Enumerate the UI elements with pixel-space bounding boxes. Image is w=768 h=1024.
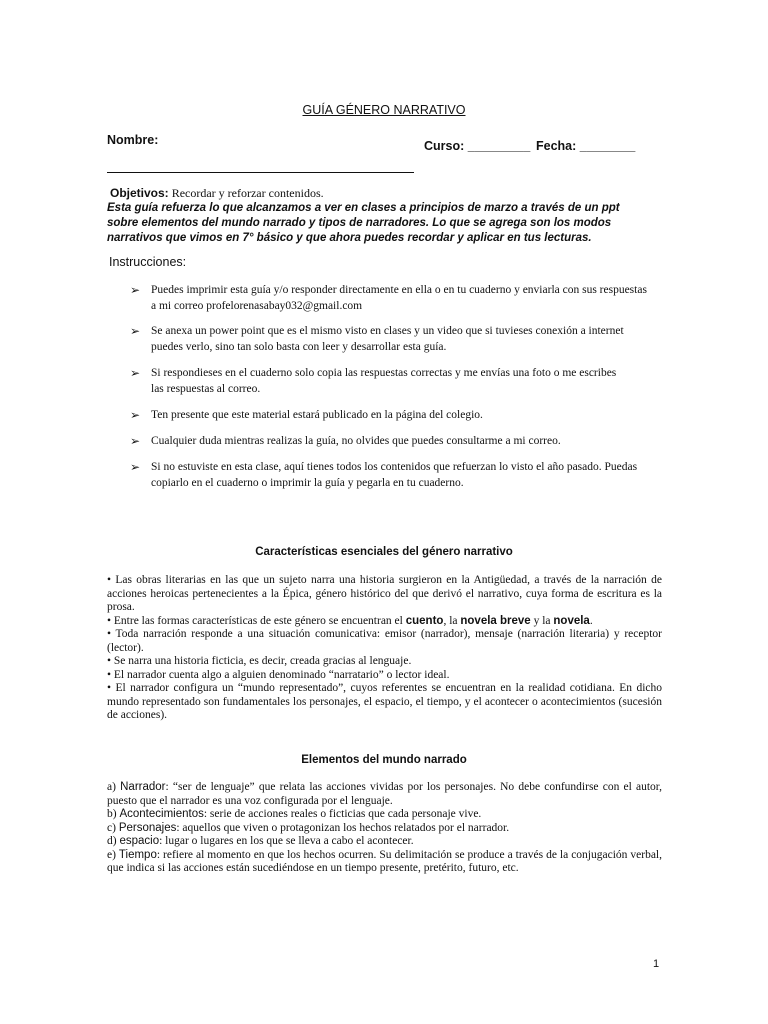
name-underline bbox=[107, 172, 414, 173]
paragraph: • Se narra una historia ficticia, es decir, creada gracias al lenguaje. bbox=[107, 655, 412, 667]
list-item: ➢ Cualquier duda mientras realizas la guía, no olvides que puedes consultarme a mi correo. bbox=[130, 434, 561, 448]
arrowhead-bullet-icon: ➢ bbox=[130, 460, 141, 474]
nombre-label: Nombre: bbox=[107, 133, 159, 147]
curso-field: Curso: _________ bbox=[424, 139, 531, 153]
arrowhead-bullet-icon: ➢ bbox=[130, 324, 141, 338]
fecha-field: Fecha: ________ bbox=[536, 139, 636, 153]
list-item: ➢ Si respondieses en el cuaderno solo copia las respuestas correctas y me envías una foto o me escribes las respuestas al correo. bbox=[130, 366, 617, 395]
list-item: a) Narrador: “ser de lenguaje” que relata las acciones vividas por los personajes. No debe confundirse con el autor, puesto que el narrador es una voz configurada por el lenguaje. bbox=[107, 781, 663, 807]
list-item: b) Acontecimientos: serie de acciones reales o ficticias que cada personaje vive. bbox=[107, 808, 482, 820]
paragraph: • El narrador configura un “mundo representado”, cuyos referentes se encuentran en la realidad cotidiana. En dicho mundo representado son fundamentales los personajes, el espacio, el tiempo, y el acontecer o acontecimientos (sucesión de acciones). bbox=[107, 682, 662, 721]
paragraph: • Entre las formas características de este género se encuentran el cuento, la novela breve y la novela. bbox=[107, 614, 593, 627]
paragraph: • Las obras literarias en las que un sujeto narra una historia surgieron en la Antigüedad, a través de la narración de acciones heroicas pertenecientes a la Épica, género histórico del que derivó el narrativo, cuya forma de escritura es la prosa. bbox=[107, 574, 662, 613]
instructions-heading bbox=[109, 255, 186, 269]
arrowhead-bullet-icon: ➢ bbox=[130, 366, 141, 380]
objectives-body: Esta guía refuerza lo que alcanzamos a ver en clases a principios de marzo a través de un ppt sobre elementos del mundo narrado y tipos de narradores. Lo que se agrega son los modos narrativos que vimos en 7° básico y que ahora puedes recordar y aplicar en tus lecturas. bbox=[107, 202, 620, 244]
elements-title: Elementos del mundo narrado bbox=[301, 754, 467, 766]
characteristics-body bbox=[107, 574, 662, 723]
page-number: 1 bbox=[653, 958, 660, 970]
list-item: ➢ Puedes imprimir esta guía y/o responder directamente en ella o en tu cuaderno y enviarla con sus respuestas a mi correo profelorenasabay032@gmail.com bbox=[130, 283, 647, 312]
instructions-list bbox=[130, 282, 650, 491]
objectives-text: Recordar y reforzar contenidos. bbox=[168, 186, 324, 200]
characteristics-title: Características esenciales del género narrativo bbox=[255, 546, 513, 558]
arrowhead-bullet-icon: ➢ bbox=[130, 434, 141, 448]
elements-body bbox=[107, 781, 662, 876]
list-item: ➢ Si no estuviste en esta clase, aquí tienes todos los contenidos que refuerzan lo visto el año pasado. Puedas copiarlo en el cuaderno o imprimir la guía y pegarla en tu cuaderno. bbox=[130, 460, 638, 489]
arrowhead-bullet-icon: ➢ bbox=[130, 283, 141, 297]
arrowhead-bullet-icon: ➢ bbox=[130, 408, 141, 422]
paragraph: • Toda narración responde a una situación comunicativa: emisor (narrador), mensaje (narración literaria) y receptor (lector). bbox=[107, 628, 662, 654]
instructions-label: Instrucciones bbox=[109, 255, 183, 269]
list-item: c) Personajes: aquellos que viven o protagonizan los hechos relatados por el narrador. bbox=[107, 821, 510, 834]
list-item: d) espacio: lugar o lugares en los que se lleva a cabo el acontecer. bbox=[107, 835, 414, 847]
list-item: ➢ Se anexa un power point que es el mismo visto en clases y un video que si tuvieses conexión a internet puedes verlo, sino tan solo basta con leer y desarrollar esta guía. bbox=[130, 324, 624, 353]
instructions-colon: : bbox=[182, 255, 187, 269]
list-item: e) Tiempo: refiere al momento en que los hechos ocurren. Su delimitación se produce a través de la conjugación verbal, que indica si las acciones están sucediéndose en un tiempo presente, pretérito, futuro, etc. bbox=[107, 848, 662, 874]
document-title: GUÍA GÉNERO NARRATIVO bbox=[302, 103, 466, 117]
objectives-block bbox=[107, 186, 647, 246]
list-item: ➢ Ten presente que este material estará publicado en la página del colegio. bbox=[130, 408, 483, 422]
objectives-label: Objetivos: bbox=[110, 186, 169, 200]
paragraph: • El narrador cuenta algo a alguien denominado “narratario” o lector ideal. bbox=[107, 668, 450, 681]
